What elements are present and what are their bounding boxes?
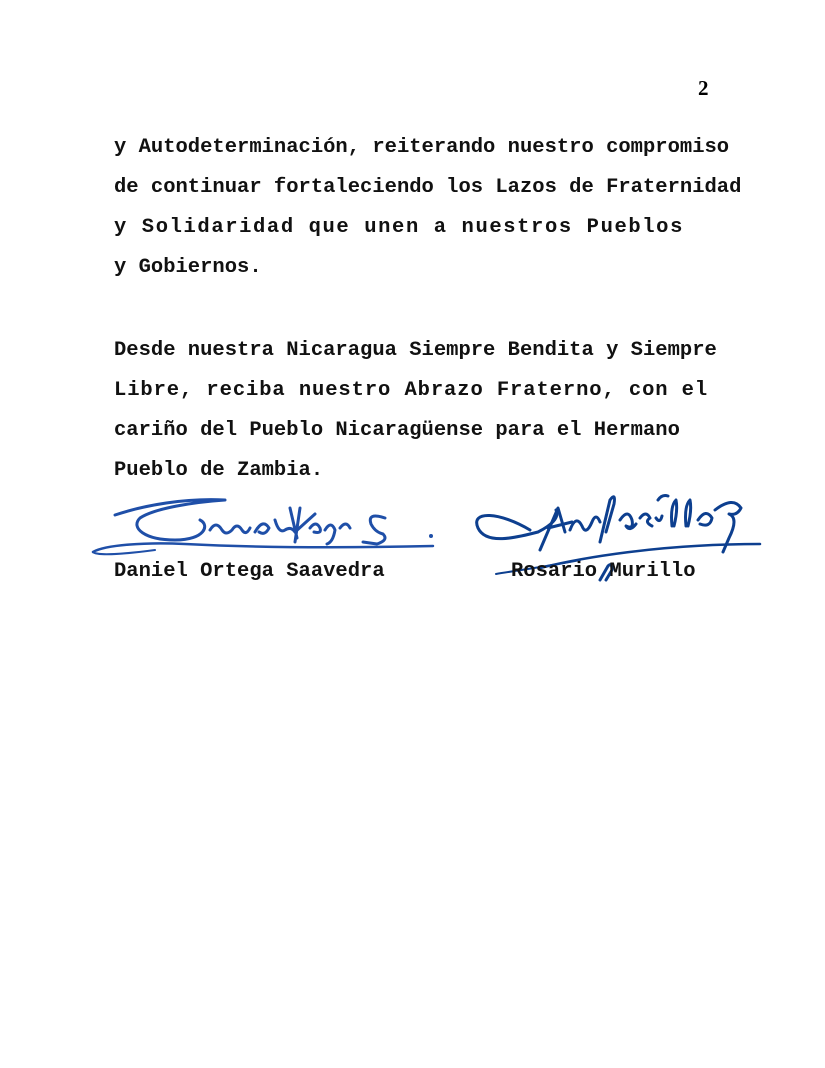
signatory-name-right: Rosario Murillo [511, 560, 696, 583]
text-line: de continuar fortaleciendo los Lazos de Fraternidad [114, 176, 742, 199]
text-line: Desde nuestra Nicaragua Siempre Bendita y Siempre [114, 339, 717, 362]
text-line: y Solidaridad que unen a nuestros Pueblos [114, 216, 684, 239]
page-number: 2 [698, 76, 709, 100]
signature-daniel-ortega [85, 490, 445, 565]
text-line: y Autodeterminación, reiterando nuestro compromiso [114, 136, 730, 159]
paragraph-closing-commitment [114, 128, 742, 288]
text-line: Pueblo de Zambia. [114, 459, 324, 482]
text-line: Libre, reciba nuestro Abrazo Fraterno, con el [114, 379, 709, 402]
paragraph-greeting [114, 331, 717, 491]
text-line: cariño del Pueblo Nicaragüense para el Hermano [114, 419, 680, 442]
text-line: y Gobiernos. [114, 256, 262, 279]
signatory-name-left: Daniel Ortega Saavedra [114, 560, 385, 583]
